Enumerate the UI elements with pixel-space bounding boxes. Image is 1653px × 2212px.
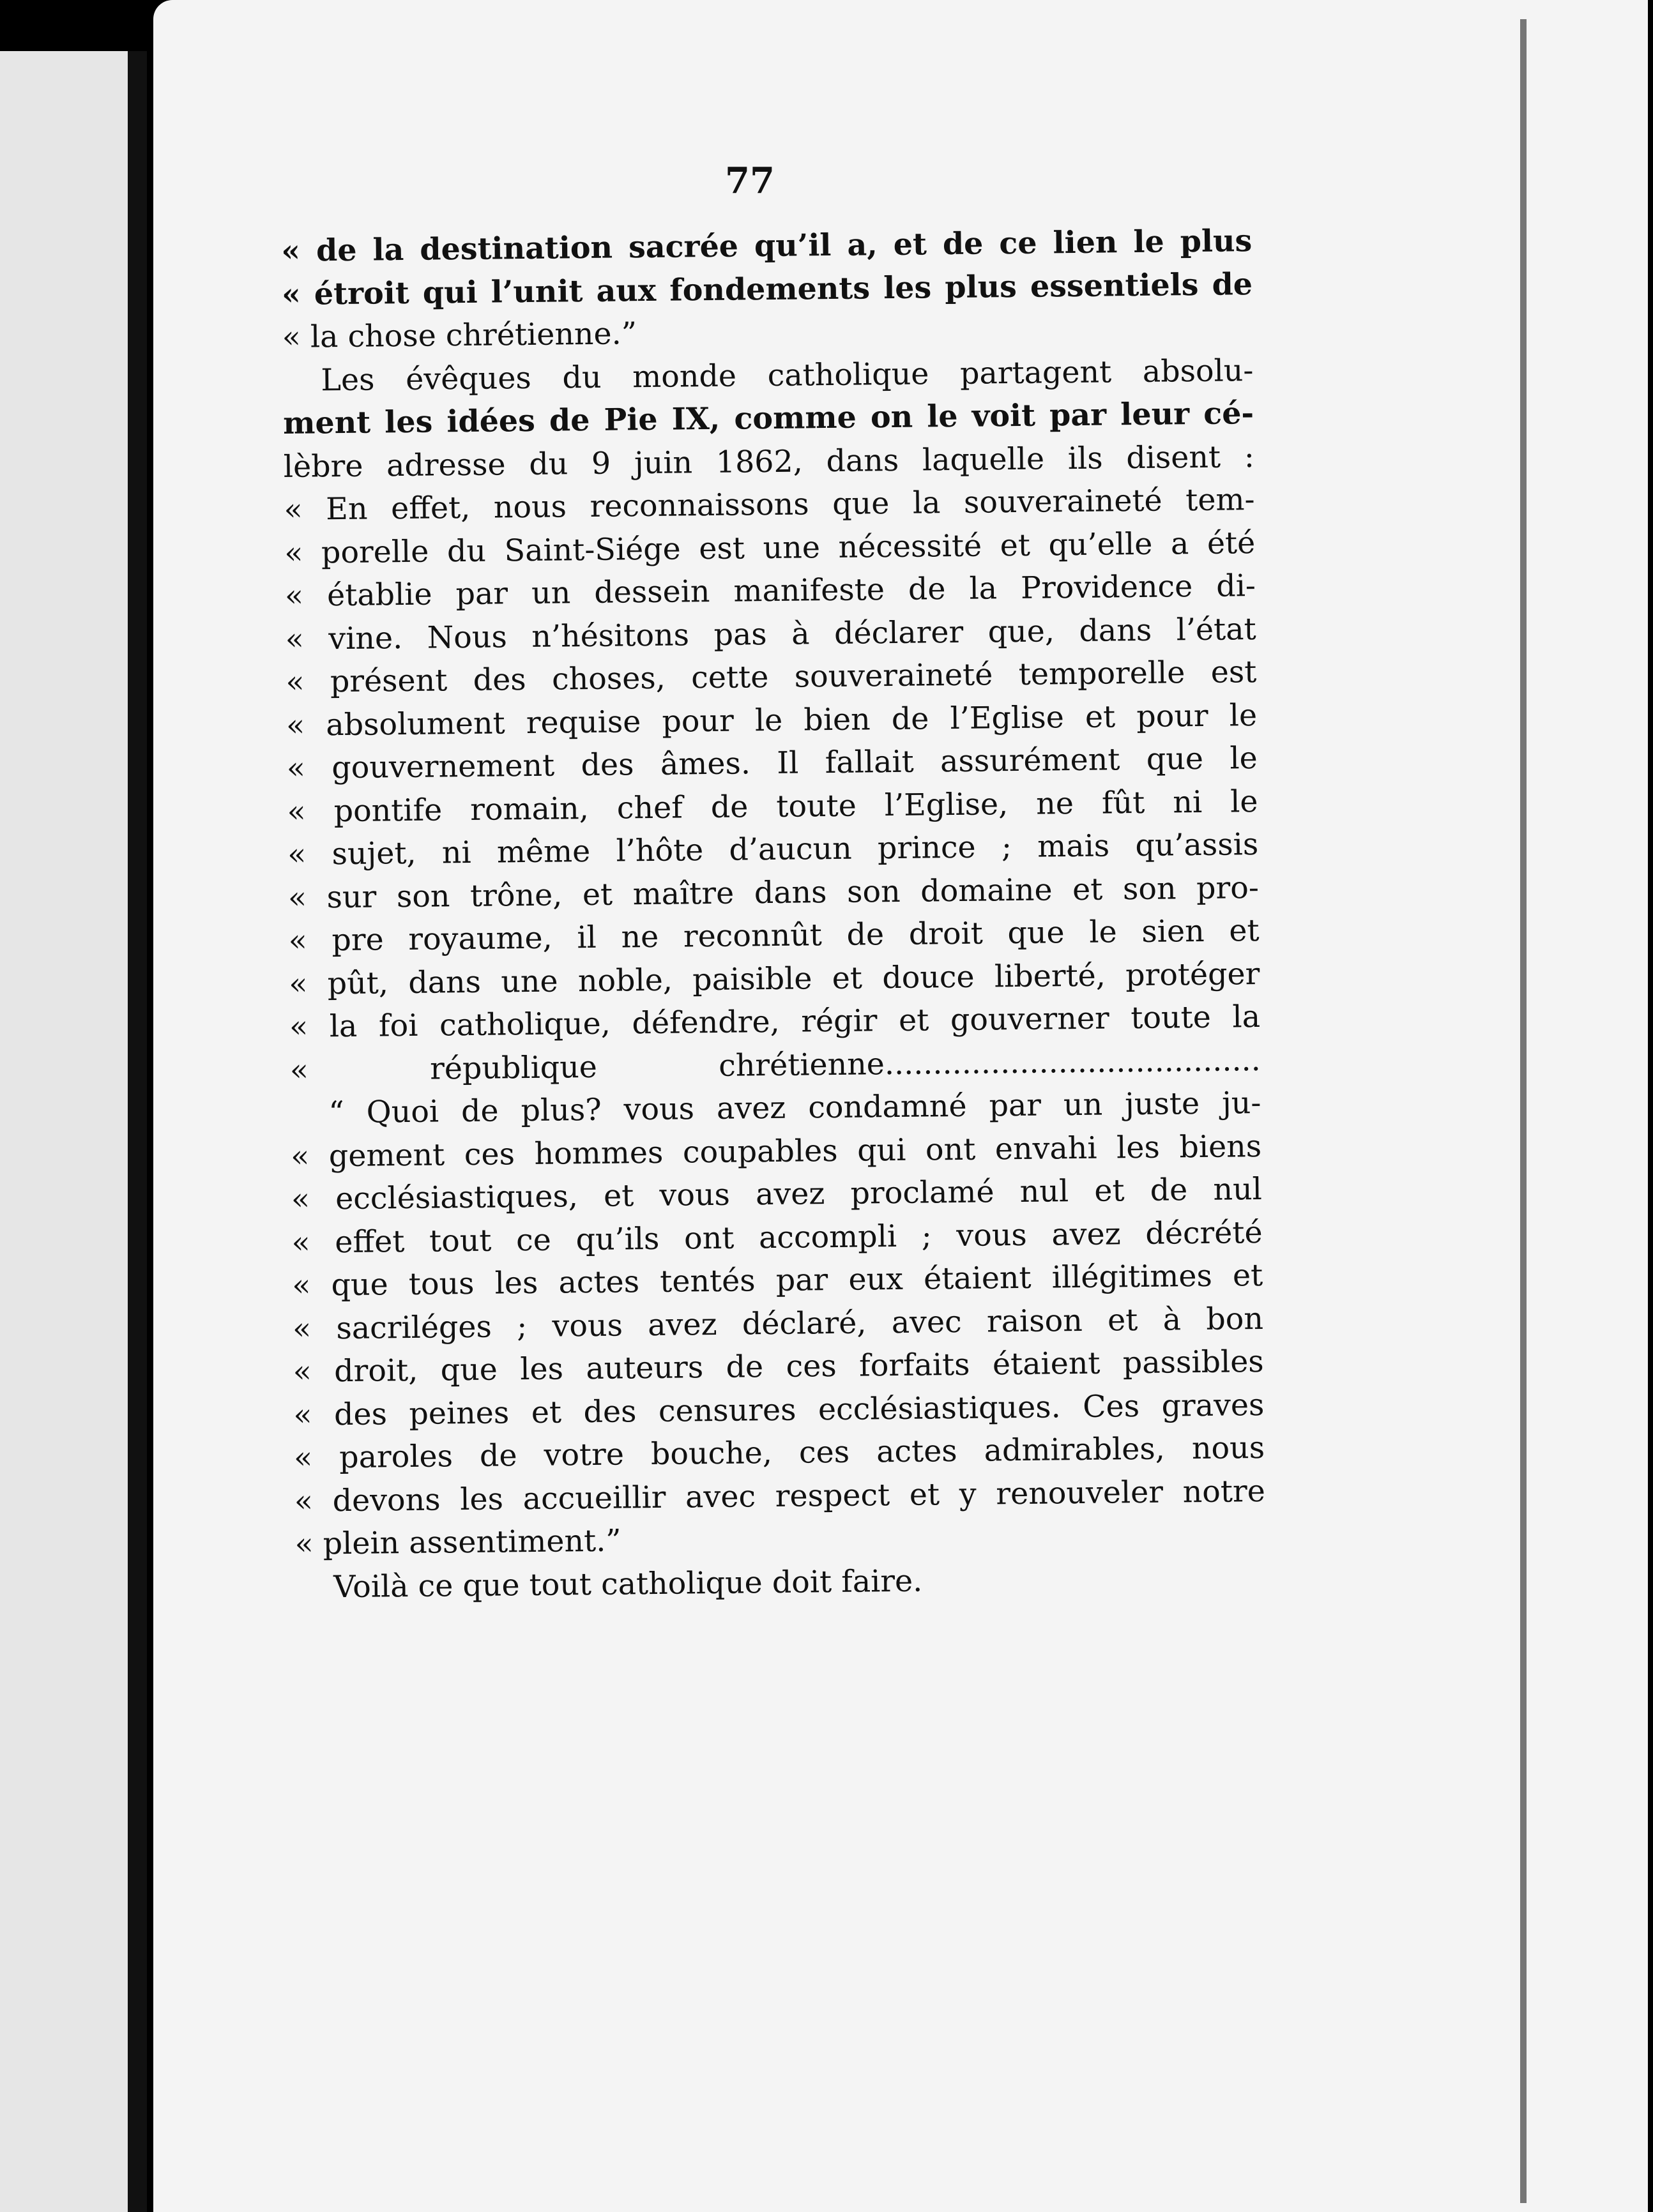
facing-page xyxy=(0,51,137,2212)
page-number: 77 xyxy=(725,160,775,202)
text-line: « des peines et des censures ecclésiastiques. Ces graves xyxy=(293,1387,1265,1433)
text-line: lèbre adresse du 9 juin 1862, dans laquelle ils disent : xyxy=(283,439,1255,485)
text-line: « devons les accueillir avec respect et y renouveler notre xyxy=(294,1473,1266,1519)
text-line: « gouvernement des âmes. Il fallait assurément que le xyxy=(286,741,1258,786)
text-line: « absolument requise pour le bien de l’Eglise et pour le xyxy=(286,697,1258,743)
text-line: « En effet, nous reconnaissons que la souveraineté tem- xyxy=(284,482,1255,527)
page-edge-shadow xyxy=(1520,19,1527,2203)
text-line: « de la destination sacrée qu’il a, et de ce lien le plus xyxy=(281,223,1253,269)
text-line: « sacriléges ; vous avez déclaré, avec raison et à bon xyxy=(292,1301,1264,1347)
text-line: « établie par un dessein manifeste de la Providence di- xyxy=(284,568,1256,614)
text-line: « république chrétienne....................................... xyxy=(289,1042,1261,1088)
text-line: « pût, dans une noble, paisible et douce liberté, protéger xyxy=(289,956,1260,1002)
text-line: Les évêques du monde catholique partagent absolu- xyxy=(321,352,1254,398)
book-gutter xyxy=(128,51,147,2212)
text-line: « ecclésiastiques, et vous avez proclamé nul et de nul xyxy=(291,1172,1263,1217)
text-line: « pontife romain, chef de toute l’Eglise, ne fût ni le xyxy=(287,784,1258,830)
text-line: « présent des choses, cette souveraineté temporelle est xyxy=(286,655,1257,700)
text-line: « étroit qui l’unit aux fondements les plus essentiels de xyxy=(281,266,1253,312)
text-line: Voilà ce que tout catholique doit faire. xyxy=(333,1563,923,1605)
text-line: « la chose chrétienne.” xyxy=(282,316,637,355)
text-line: « la foi catholique, défendre, régir et gouverner toute la xyxy=(289,999,1261,1045)
text-line: « plein assentiment.” xyxy=(294,1523,621,1562)
text-line: « droit, que les auteurs de ces forfaits étaient passibles xyxy=(293,1344,1264,1390)
text-line: ment les idées de Pie IX, comme on le voit par leur cé- xyxy=(282,395,1254,441)
body-text xyxy=(281,220,1267,1609)
text-line: « sujet, ni même l’hôte d’aucun prince ; mais qu’assis xyxy=(287,827,1259,872)
text-line: “ Quoi de plus? vous avez condamné par un juste ju- xyxy=(328,1086,1261,1131)
text-line: « paroles de votre bouche, ces actes admirables, nous xyxy=(293,1430,1265,1476)
text-line: « effet tout ce qu’ils ont accompli ; vous avez décrété xyxy=(291,1215,1263,1261)
text-line: « sur son trône, et maître dans son domaine et son pro- xyxy=(287,870,1260,916)
text-line: « pre royaume, il ne reconnût de droit que le sien et xyxy=(288,913,1260,958)
text-line: « vine. Nous n’hésitons pas à déclarer que, dans l’état xyxy=(285,611,1256,657)
text-line: « porelle du Saint-Siége est une nécessité et qu’elle a été xyxy=(284,525,1256,571)
text-line: « gement ces hommes coupables qui ont envahi les biens xyxy=(290,1128,1262,1174)
text-line: « que tous les actes tentés par eux étaient illégitimes et xyxy=(292,1257,1263,1303)
